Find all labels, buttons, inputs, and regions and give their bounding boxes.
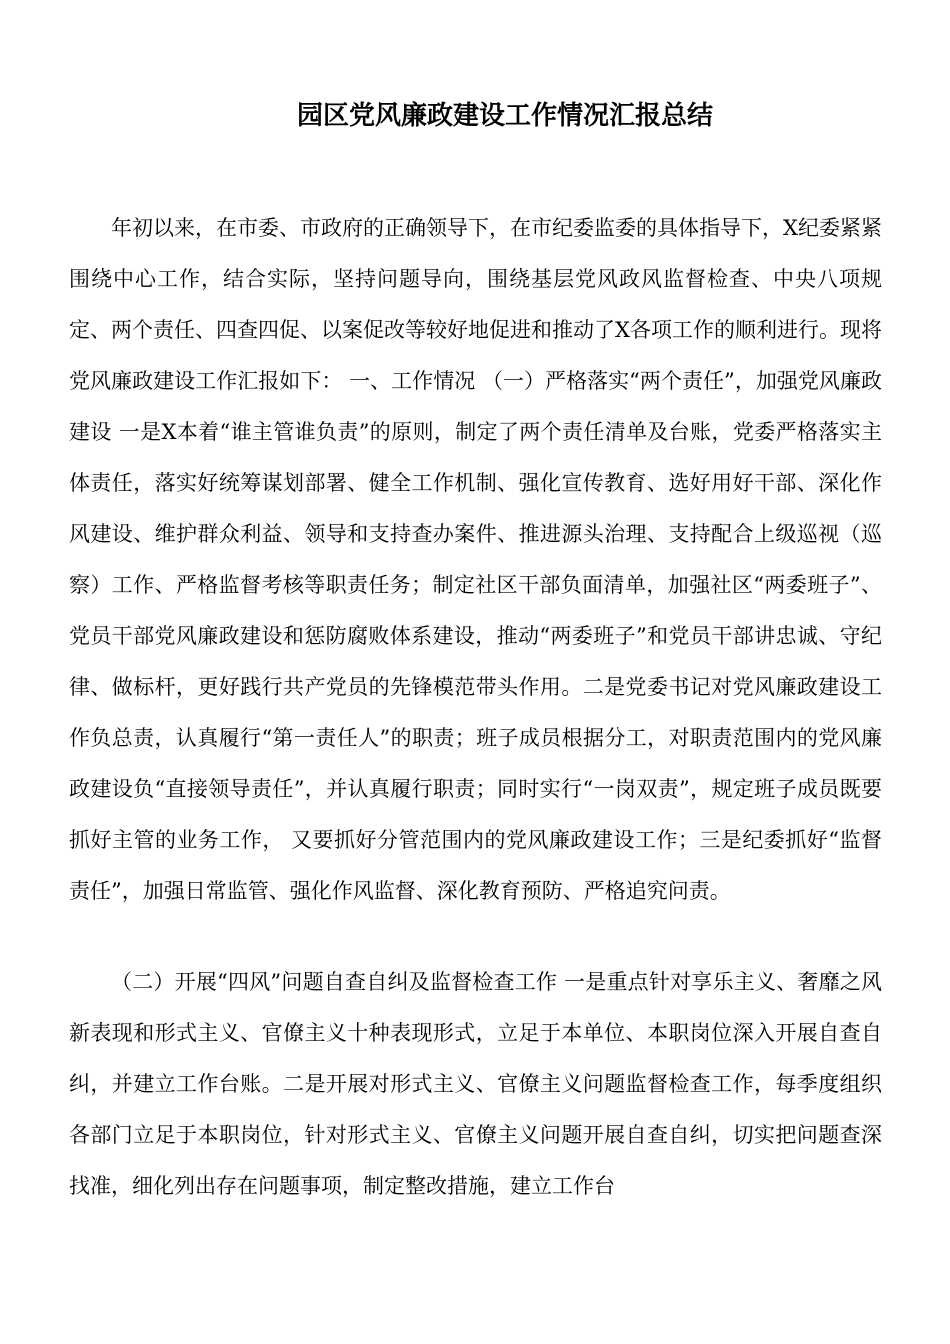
body-paragraph-1: 年初以来，在市委、市政府的正确领导下，在市纪委监委的具体指导下，X纪委紧紧围绕中心工作，结合实际，坚持问题导向，围绕基层党风政风监督检查、中央八项规定、两个责任、四查四促、以案促改等较好地促进和推动了X各项工作的顺利进行。现将党风廉政建设工作汇报如下： 一、工作情况 （一）严格落实“两个责任”，加强党风廉政建设 一是X本着“谁主管谁负责”的原则，制定了两个责任清单及台账，党委严格落实主体责任，落实好统筹谋划部署、健全工作机制、强化宣传教育、选好用好干部、深化作风建设、维护群众利益、领导和支持查办案件、推进源头治理、支持配合上级巡视（巡察）工作、严格监督考核等职责任务；制定社区干部负面清单，加强社区“两委班子”、党员干部党风廉政建设和惩防腐败体系建设，推动“两委班子”和党员干部讲忠诚、守纪律、做标杆，更好践行共产党员的先锋模范带头作用。二是党委书记对党风廉政建设工作负总责，认真履行“第一责任人”的职责；班子成员根据分工，对职责范围内的党风廉政建设负“直接领导责任”，并认真履行职责；同时实行“一岗双责”，规定班子成员既要抓好主管的业务工作， 又要抓好分管范围内的党风廉政建设工作；三是纪委抓好“监督责任”，加强日常监管、强化作风监督、深化教育预防、严格追究问责。 [69, 216, 882, 903]
body-paragraph-2: （二）开展“四风”问题自查自纠及监督检查工作 一是重点针对享乐主义、奢靡之风新表现和形式主义、官僚主义十种表现形式，立足于本单位、本职岗位深入开展自查自纠，并建立工作台账。二是开展对形式主义、官僚主义问题监督检查工作，每季度组织各部门立足于本职岗位，针对形式主义、官僚主义问题开展自查自纠，切实把问题查深找准，细化列出存在问题事项，制定整改措施，建立工作台 [69, 970, 882, 1198]
document-title: 园区党风廉政建设工作情况汇报总结 [296, 101, 713, 131]
